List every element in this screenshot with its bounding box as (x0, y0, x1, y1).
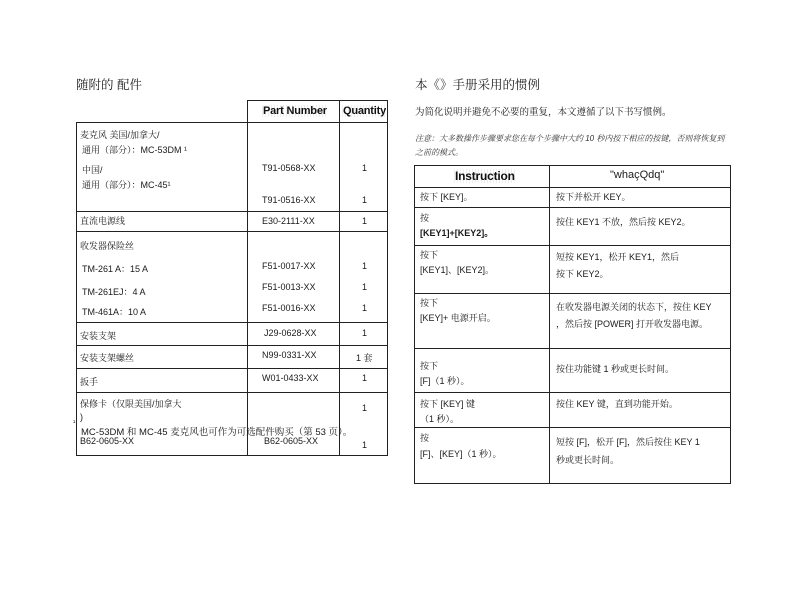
quantity: 1 (362, 403, 368, 413)
note-line: 注意：大多数操作步骤要求您在每个步骤中大约 10 秒内按下相应的按键，否则将恢复到 (415, 134, 725, 143)
instruction-text: [KEY1]+[KEY2]。 (420, 228, 494, 238)
description-text: 秒或更长时间。 (556, 455, 620, 465)
instruction-text: [KEY1]、[KEY2]。 (420, 265, 495, 275)
instruction-text: 按 (420, 433, 430, 443)
quantity: 1 (362, 440, 368, 450)
item-name: 通用（部分）：MC-53DM ¹ (82, 145, 187, 155)
quantity: 1 (362, 282, 368, 292)
quantity: 1 套 (356, 353, 373, 363)
instruction-text: 按下 (420, 361, 439, 371)
description-text: 按下并松开 KEY。 (556, 192, 631, 202)
instruction-text: 按 (420, 213, 430, 223)
quantity: 1 (362, 216, 368, 226)
what-header: "whaçQdq" (610, 169, 665, 181)
instruction-header: Instruction (455, 169, 515, 183)
conventions-title: 本《》手册采用的惯例 (415, 78, 541, 92)
accessories-title: 随附的 配件 (76, 78, 142, 92)
instruction-text: 按下 [KEY]。 (420, 192, 473, 202)
note-line: 之前的模式。 (415, 148, 463, 157)
item-name: 通用（部分）：MC-45¹ (82, 180, 171, 190)
description-text: 按住 KEY1 不放，然后按 KEY2。 (556, 217, 691, 227)
conventions-intro: 为简化说明并避免不必要的重复，本文遵循了以下书写惯例。 (415, 107, 672, 118)
item-name: TM-261EJ：4 A (82, 287, 146, 297)
description-text: 短按 [F]，松开 [F]，然后按住 KEY 1 (556, 437, 700, 447)
conventions-table (414, 165, 731, 484)
description-text: ，然后按 [POWER] 打开收发器电源。 (556, 319, 709, 329)
footnote: MC-53DM 和 MC-45 麦克风也可作为可选配件购买（第 53 页）。 (81, 427, 353, 438)
part-number: F51-0017-XX (262, 261, 316, 271)
item-name: 中国/ (82, 165, 103, 175)
instruction-text: 按下 [KEY] 键 (420, 399, 476, 409)
item-name: B62-0605-XX (80, 436, 135, 446)
part-number: F51-0013-XX (262, 282, 316, 292)
instruction-text: 按下 (420, 250, 439, 260)
quantity: 1 (362, 303, 368, 313)
quantity: 1 (362, 163, 368, 173)
part-number: N99-0331-XX (262, 350, 317, 360)
part-number-header: Part Number (263, 105, 327, 117)
item-name: 收发器保险丝 (80, 241, 135, 251)
instruction-text: （1 秒）。 (420, 414, 460, 424)
part-number: B62-0605-XX (264, 436, 319, 446)
item-name: ) (80, 412, 83, 422)
footnote-mark: ¹ (73, 420, 76, 427)
part-number: T91-0516-XX (262, 195, 316, 205)
quantity-header: Quantity (343, 105, 387, 117)
description-text: 按住功能键 1 秒或更长时间。 (556, 364, 675, 374)
instruction-text: 按下 (420, 298, 439, 308)
quantity: 1 (362, 195, 368, 205)
description-text: 短按 KEY1，松开 KEY1，然后 (556, 252, 680, 262)
part-number: W01-0433-XX (262, 373, 319, 383)
part-number: J29-0628-XX (264, 328, 317, 338)
accessories-table (76, 100, 388, 456)
item-name: 保修卡（仅限美国/加拿大 (80, 399, 182, 409)
instruction-text: [KEY]+ 电源开启。 (420, 313, 496, 323)
quantity: 1 (362, 328, 368, 338)
instruction-text: [F]、[KEY]（1 秒）。 (420, 449, 502, 459)
item-name: 直流电源线 (80, 216, 126, 226)
item-name: 扳手 (80, 377, 99, 387)
quantity: 1 (362, 261, 368, 271)
part-number: F51-0016-XX (262, 303, 316, 313)
part-number: T91-0568-XX (262, 163, 316, 173)
item-name: 麦克风 美国/加拿大/ (80, 130, 160, 140)
quantity: 1 (362, 373, 368, 383)
description-text: 在收发器电源关闭的状态下，按住 KEY (556, 302, 712, 312)
item-name: 安装支架螺丝 (80, 353, 135, 363)
description-text: 按住 KEY 键，直到功能开始。 (556, 399, 678, 409)
item-name: TM-461A：10 A (82, 307, 147, 317)
part-number: E30-2111-XX (262, 216, 315, 226)
item-name: TM-261 A：15 A (82, 264, 149, 274)
item-name: 安装支架 (80, 331, 117, 341)
description-text: 按下 KEY2。 (556, 269, 609, 279)
instruction-text: [F]（1 秒）。 (420, 376, 470, 386)
